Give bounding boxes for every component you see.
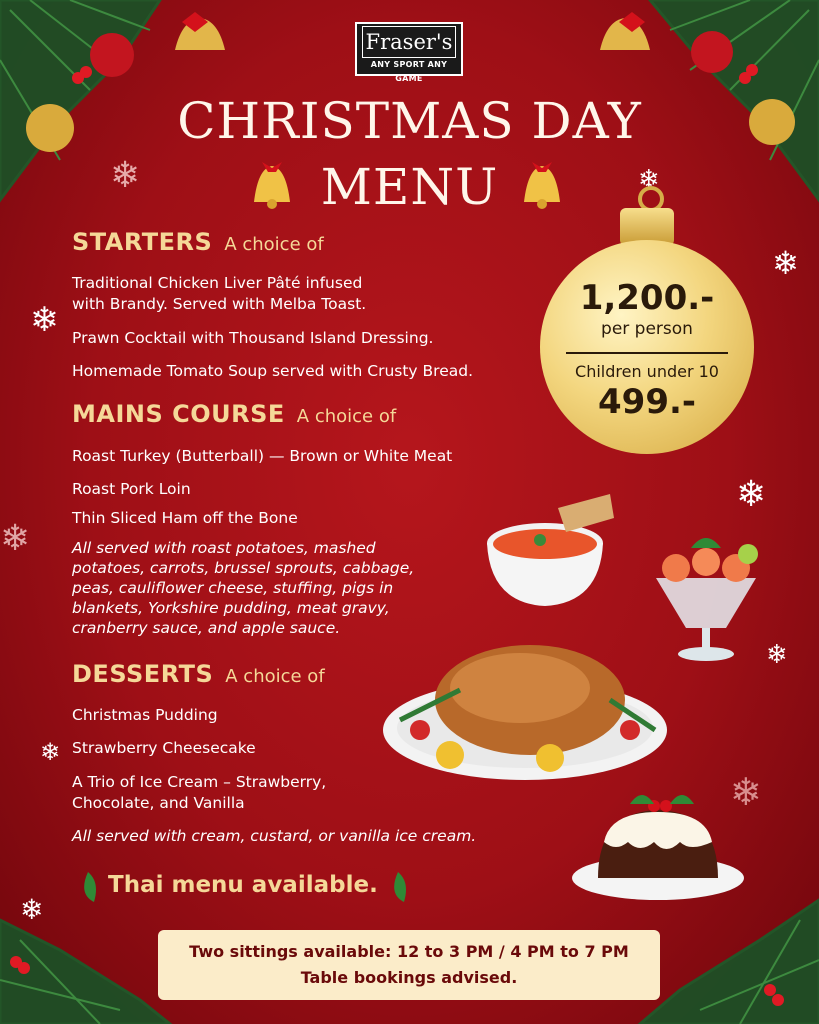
snowflake-icon: ❄ xyxy=(736,474,767,515)
mains-note-line: blankets, Yorkshire pudding, meat gravy, xyxy=(72,599,390,617)
dessert-item-1: Christmas Pudding xyxy=(72,706,218,724)
price-ornament xyxy=(540,240,754,454)
adult-price-unit: per person xyxy=(601,319,693,339)
starter-item-1-line-1: Traditional Chicken Liver Pâté infused xyxy=(72,274,363,292)
dessert-item-3 xyxy=(72,772,326,814)
desserts-note: All served with cream, custard, or vanilla ice cream. xyxy=(72,827,477,845)
dessert-item-3-line-2: Chocolate, and Vanilla xyxy=(72,794,245,812)
bell-icon xyxy=(518,158,566,210)
main-item-1: Roast Turkey (Butterball) — Brown or White Meat xyxy=(72,447,453,465)
starters-heading-row xyxy=(72,228,324,256)
booking-advice: Table bookings advised. xyxy=(300,968,518,987)
frasers-logo xyxy=(355,22,463,83)
pine-branch-icon xyxy=(640,900,819,1024)
bell-icon xyxy=(175,12,225,50)
snowflake-icon: ❄ xyxy=(638,165,660,195)
starter-item-2: Prawn Cocktail with Thousand Island Dressing. xyxy=(72,329,434,347)
adult-price: 1,200.- xyxy=(579,278,715,318)
mains-subheading: A choice of xyxy=(296,406,397,427)
desserts-heading-row xyxy=(72,660,325,688)
dessert-item-2: Strawberry Cheesecake xyxy=(72,739,256,757)
christmas-pudding-image xyxy=(570,782,746,904)
christmas-bauble-icon xyxy=(90,33,134,77)
starter-item-3: Homemade Tomato Soup served with Crusty Bread. xyxy=(72,362,473,380)
title-line-2: MENU xyxy=(320,158,499,216)
thai-menu-note: Thai menu available. xyxy=(108,872,378,898)
mains-heading-row xyxy=(72,400,396,428)
snowflake-icon: ❄ xyxy=(20,893,44,926)
price-divider xyxy=(566,352,728,354)
children-label: Children under 10 xyxy=(575,362,719,381)
snowflake-icon: ❄ xyxy=(40,738,61,766)
starter-item-1 xyxy=(72,273,366,315)
sittings-text: Two sittings available: 12 to 3 PM / 4 PM to 7 PM xyxy=(189,942,629,961)
mains-note-line: peas, cauliflower cheese, stuffing, pigs in xyxy=(72,579,394,597)
snowflake-icon: ❄ xyxy=(772,244,799,282)
mains-note xyxy=(72,538,414,638)
starter-item-1-line-2: with Brandy. Served with Melba Toast. xyxy=(72,295,367,313)
roast-turkey-image xyxy=(380,630,670,790)
christmas-bauble-icon xyxy=(691,31,733,73)
holly-icon xyxy=(764,984,776,996)
main-item-2: Roast Pork Loin xyxy=(72,480,191,498)
mains-heading: MAINS COURSE xyxy=(72,400,285,428)
sittings-banner xyxy=(158,930,660,1000)
bell-icon xyxy=(600,12,650,50)
tomato-soup-image xyxy=(480,488,620,608)
dessert-item-3-line-1: A Trio of Ice Cream – Strawberry, xyxy=(72,773,327,791)
main-item-3: Thin Sliced Ham off the Bone xyxy=(72,509,298,527)
children-price: 499.- xyxy=(598,382,696,422)
mains-note-line: cranberry sauce, and apple sauce. xyxy=(72,619,341,637)
snowflake-icon: ❄ xyxy=(730,770,762,814)
holly-leaf-icon xyxy=(74,870,102,904)
desserts-heading: DESSERTS xyxy=(72,660,214,688)
logo-brand: Fraser's xyxy=(362,26,456,58)
holly-leaf-icon xyxy=(384,870,412,904)
snowflake-icon: ❄ xyxy=(110,155,141,196)
snowflake-icon: ❄ xyxy=(0,518,31,559)
title-line-1: CHRISTMAS DAY xyxy=(177,92,642,150)
mains-note-line: All served with roast potatoes, mashed xyxy=(72,539,376,557)
desserts-subheading: A choice of xyxy=(225,666,325,687)
snowflake-icon: ❄ xyxy=(766,640,788,670)
bell-icon xyxy=(248,158,296,210)
snowflake-icon: ❄ xyxy=(30,300,59,340)
logo-tagline: ANY SPORT ANY GAME xyxy=(370,60,448,83)
starters-heading: STARTERS xyxy=(72,228,213,256)
mains-note-line: potatoes, carrots, brussel sprouts, cabbage, xyxy=(72,559,415,577)
starters-subheading: A choice of xyxy=(224,234,324,255)
